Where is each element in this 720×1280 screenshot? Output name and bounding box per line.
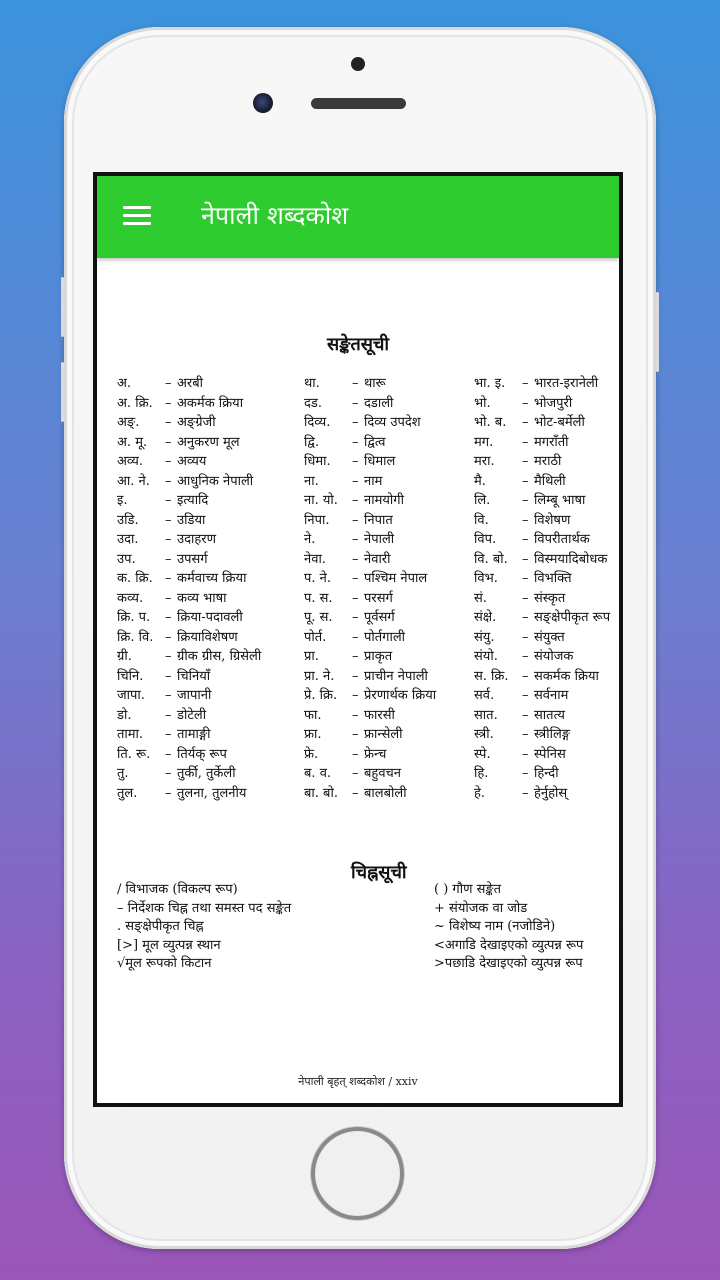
abbreviation-row: [304, 491, 469, 511]
abbreviation-row: [304, 628, 469, 648]
abbreviation-row: [474, 784, 623, 804]
abbreviation-meaning: जापानी: [177, 688, 212, 703]
abbreviation-row: [304, 706, 469, 726]
dash-separator: –: [165, 395, 172, 411]
abbreviation-row: [117, 413, 282, 433]
abbreviation-meaning: परसर्ग: [364, 590, 393, 606]
volume-button: [61, 277, 64, 337]
abbreviation-meaning: कर्मवाच्य क्रिया: [177, 571, 247, 586]
dash-separator: –: [165, 629, 172, 645]
dash-separator: –: [352, 512, 359, 528]
abbreviation: द्वि.: [304, 434, 319, 450]
abbreviation: कव्य.: [117, 590, 144, 606]
abbreviation-row: [304, 725, 469, 745]
abbreviation-row: [474, 452, 623, 472]
dash-separator: –: [352, 649, 359, 664]
abbreviation-meaning: मैथिली: [534, 473, 566, 489]
abbreviation-row: [117, 530, 282, 550]
abbreviation-row: [474, 647, 623, 667]
dash-separator: –: [165, 649, 172, 664]
abbreviation: भा. इ.: [474, 376, 506, 391]
abbreviation-meaning: निपात: [364, 512, 393, 528]
abbreviation-meaning: संयोजक: [534, 649, 574, 664]
symbol-entry: [>] मूल व्युत्पन्न स्थान: [117, 937, 221, 953]
abbreviation-meaning: ग्रीक ग्रीस, ग्रिसेली: [177, 649, 262, 664]
abbreviation: तुल.: [117, 785, 138, 801]
abbreviation: लि.: [474, 493, 491, 508]
abbreviation: मै.: [474, 473, 486, 489]
abbreviation: ना.: [304, 473, 319, 489]
abbreviation: धिमा.: [304, 454, 331, 469]
abbreviation-row: [117, 452, 282, 472]
abbreviation-meaning: अरबी: [177, 376, 204, 391]
abbreviation-meaning: नामयोगी: [364, 493, 404, 508]
dash-separator: –: [165, 707, 172, 723]
abbreviation-meaning: डोटेली: [177, 707, 207, 723]
abbreviation-meaning: भारत-इरानेली: [534, 376, 599, 391]
dash-separator: –: [165, 454, 172, 469]
abbreviation: अव्य.: [117, 454, 144, 469]
page-footer: नेपाली बृहत् शब्दकोश / xxiv: [298, 1075, 418, 1088]
abbreviation-row: [117, 686, 282, 706]
abbreviation-row: [117, 667, 282, 687]
dash-separator: –: [165, 610, 172, 625]
abbreviation-row: [304, 530, 469, 550]
dash-separator: –: [352, 688, 359, 703]
dash-separator: –: [352, 766, 359, 781]
abbreviation-row: [117, 647, 282, 667]
abbreviation: ना. यो.: [304, 493, 338, 508]
abbreviation: सात.: [474, 707, 498, 723]
abbreviation-row: [117, 784, 282, 804]
symbols-list-right: [434, 881, 583, 974]
abbreviation-row: [304, 511, 469, 531]
symbols-heading: चिह्नसूची: [351, 862, 407, 883]
abbreviation-meaning: उदाहरण: [177, 532, 217, 547]
abbreviation: पोर्त.: [304, 629, 327, 645]
abbreviation-row: [304, 413, 469, 433]
abbreviation-row: [117, 374, 282, 394]
abbreviation: संक्षे.: [474, 610, 497, 625]
volume-button: [61, 362, 64, 422]
abbreviation-row: [117, 511, 282, 531]
dash-separator: –: [352, 532, 359, 547]
abbreviation: उडि.: [117, 512, 139, 528]
abbreviation-row: [474, 628, 623, 648]
abbreviations-column-3: [474, 374, 623, 803]
dash-separator: –: [522, 532, 529, 547]
dash-separator: –: [165, 493, 172, 508]
abbreviation: प. ने.: [304, 571, 331, 586]
abbreviation: इ.: [117, 493, 128, 508]
abbreviation: तु.: [117, 766, 129, 781]
abbreviation-meaning: उपसर्ग: [177, 551, 208, 567]
abbreviation-row: [474, 433, 623, 453]
dash-separator: –: [522, 551, 529, 567]
dash-separator: –: [165, 746, 172, 762]
abbreviation-meaning: अङ्ग्रेजी: [177, 415, 216, 430]
symbol-entry: >पछाडि देखाइएको व्युत्पन्न रूप: [434, 956, 583, 971]
abbreviation: ब. व.: [304, 766, 332, 781]
dash-separator: –: [522, 785, 529, 801]
abbreviation-row: [474, 667, 623, 687]
abbreviation-meaning: चिनियाँ: [177, 668, 211, 684]
dash-separator: –: [165, 532, 172, 547]
dash-separator: –: [165, 571, 172, 586]
abbreviation-meaning: आधुनिक नेपाली: [177, 473, 254, 489]
abbreviation: दिव्य.: [304, 415, 331, 430]
dash-separator: –: [352, 551, 359, 567]
abbreviation-meaning: भोजपुरी: [534, 395, 573, 411]
abbreviation-meaning: इत्यादि: [177, 493, 209, 508]
abbreviation-meaning: विपरीतार्थक: [534, 532, 590, 547]
abbreviation: प. स.: [304, 590, 333, 606]
abbreviation: पू. स.: [304, 610, 333, 625]
abbreviation-row: [117, 628, 282, 648]
abbreviation-row: [474, 413, 623, 433]
abbreviation-row: [117, 472, 282, 492]
abbreviation-row: [474, 569, 623, 589]
earpiece-speaker: [311, 98, 406, 109]
abbreviation-row: [117, 491, 282, 511]
abbreviation-meaning: क्रियाविशेषण: [177, 629, 238, 645]
dash-separator: –: [165, 590, 172, 606]
abbreviation: उप.: [117, 551, 136, 567]
dash-separator: –: [522, 649, 529, 664]
abbreviation: अ. मू.: [117, 434, 148, 450]
symbol-entry: . सङ्क्षेपीकृत चिह्न: [117, 919, 204, 934]
dash-separator: –: [165, 415, 172, 430]
app-screen: [93, 172, 623, 1107]
abbreviation-row: [117, 569, 282, 589]
abbreviation: हे.: [474, 785, 486, 801]
abbreviation-row: [474, 374, 623, 394]
dash-separator: –: [352, 395, 359, 411]
abbreviation: प्रा. ने.: [304, 668, 335, 684]
dash-separator: –: [522, 395, 529, 411]
dash-separator: –: [522, 434, 529, 450]
abbreviation-meaning: तामाङ्गी: [177, 727, 211, 742]
abbreviation-meaning: हिन्दी: [534, 766, 559, 781]
dash-separator: –: [352, 785, 359, 801]
dash-separator: –: [352, 376, 359, 391]
dash-separator: –: [165, 512, 172, 528]
abbreviation-meaning: सर्वनाम: [534, 688, 569, 703]
abbreviation-row: [474, 764, 623, 784]
abbreviation-row: [304, 784, 469, 804]
abbreviation-meaning: कव्य भाषा: [177, 590, 227, 606]
dash-separator: –: [522, 473, 529, 489]
abbreviation: निपा.: [304, 512, 330, 528]
abbreviation-row: [304, 452, 469, 472]
home-button[interactable]: [311, 1127, 404, 1220]
hamburger-menu-icon[interactable]: [123, 206, 151, 226]
abbreviation-meaning: सङ्क्षेपीकृत रूप: [534, 610, 611, 625]
abbreviation-meaning: मगराँती: [534, 434, 569, 450]
abbreviation: स्पे.: [474, 746, 491, 762]
abbreviation: संयो.: [474, 649, 498, 664]
abbreviation-meaning: पूर्वसर्ग: [364, 610, 395, 625]
symbol-entry: / विभाजक (विकल्प रूप): [117, 882, 238, 897]
dash-separator: –: [165, 688, 172, 703]
abbreviation: चिनि.: [117, 668, 144, 684]
abbreviation-meaning: विभक्ति: [534, 571, 572, 586]
abbreviation-meaning: अव्यय: [177, 454, 207, 469]
abbreviation-row: [304, 569, 469, 589]
dash-separator: –: [165, 473, 172, 489]
abbreviation-meaning: हेर्नुहोस्: [534, 785, 568, 801]
abbreviation-meaning: थारू: [364, 376, 386, 391]
abbreviation-row: [474, 530, 623, 550]
abbreviation: अ. क्रि.: [117, 395, 153, 411]
abbreviation: डो.: [117, 707, 132, 723]
abbreviation-meaning: धिमाल: [364, 454, 396, 469]
abbreviation: प्रा.: [304, 649, 319, 664]
abbreviation: क्रि. प.: [117, 610, 151, 625]
symbol-entry: ( ) गौण सङ्केत: [434, 882, 502, 897]
dash-separator: –: [352, 707, 359, 723]
abbreviation-row: [304, 608, 469, 628]
front-camera: [253, 93, 273, 113]
abbreviation: फ्रे.: [304, 746, 319, 762]
abbreviation-meaning: प्राकृत: [364, 649, 393, 664]
abbreviation-meaning: पोर्तगाली: [364, 629, 406, 645]
dash-separator: –: [522, 688, 529, 703]
abbreviation-meaning: उडिया: [177, 512, 206, 528]
dash-separator: –: [352, 629, 359, 645]
abbreviation-row: [304, 745, 469, 765]
abbreviation-row: [117, 764, 282, 784]
abbreviation-row: [117, 745, 282, 765]
symbol-entry: – निर्देशक चिह्न तथा समस्त पद सङ्केत: [117, 900, 292, 916]
abbreviation-row: [304, 394, 469, 414]
dash-separator: –: [352, 571, 359, 586]
dash-separator: –: [522, 766, 529, 781]
abbreviation-row: [117, 608, 282, 628]
abbreviation-meaning: प्राचीन नेपाली: [364, 668, 428, 684]
abbreviation-row: [304, 647, 469, 667]
dash-separator: –: [352, 727, 359, 742]
abbreviation: वि. बो.: [474, 551, 508, 567]
abbreviation: मग.: [474, 434, 494, 450]
dash-separator: –: [522, 512, 529, 528]
abbreviation-meaning: स्पेनिस: [534, 746, 566, 762]
app-bar: [97, 176, 619, 258]
dash-separator: –: [352, 590, 359, 606]
abbreviation-row: [304, 433, 469, 453]
abbreviation-row: [474, 706, 623, 726]
dash-separator: –: [522, 493, 529, 508]
dash-separator: –: [352, 454, 359, 469]
abbreviation-meaning: क्रिया-पदावली: [177, 610, 243, 625]
abbreviations-column-2: [304, 374, 469, 803]
abbreviation-meaning: विशेषण: [534, 512, 571, 528]
abbreviation-meaning: सातत्य: [534, 707, 565, 723]
dash-separator: –: [522, 668, 529, 684]
abbreviation: वि.: [474, 512, 489, 528]
abbreviation: स. क्रि.: [474, 668, 509, 684]
abbreviation-row: [304, 589, 469, 609]
abbreviation-row: [304, 686, 469, 706]
dash-separator: –: [165, 434, 172, 450]
abbreviation-meaning: तुर्की, तुर्केली: [177, 766, 236, 781]
abbreviation: जापा.: [117, 688, 145, 703]
dash-separator: –: [522, 571, 529, 586]
abbreviation-row: [117, 589, 282, 609]
abbreviation-row: [474, 745, 623, 765]
abbreviation-meaning: बहुवचन: [364, 766, 402, 781]
abbreviation: विभ.: [474, 571, 498, 586]
abbreviation-row: [117, 433, 282, 453]
abbreviation-row: [474, 589, 623, 609]
abbreviation-row: [117, 394, 282, 414]
abbreviation-row: [304, 472, 469, 492]
dash-separator: –: [352, 610, 359, 625]
abbreviation: विप.: [474, 532, 497, 547]
abbreviation: सर्व.: [474, 688, 495, 703]
abbreviation: क. क्रि.: [117, 571, 153, 586]
dash-separator: –: [522, 707, 529, 723]
dash-separator: –: [522, 610, 529, 625]
abbreviation: मरा.: [474, 454, 495, 469]
power-button: [656, 292, 659, 372]
abbreviation: प्रे. क्रि.: [304, 688, 338, 703]
dash-separator: –: [352, 473, 359, 489]
abbreviation-meaning: स्त्रीलिङ्ग: [534, 727, 571, 742]
dash-separator: –: [522, 629, 529, 645]
abbreviation-meaning: नेपाली: [364, 532, 395, 547]
abbreviation-row: [474, 491, 623, 511]
dash-separator: –: [352, 434, 359, 450]
abbreviation: हि.: [474, 766, 489, 781]
abbreviation-meaning: द्वित्व: [364, 434, 386, 450]
abbreviation: फा.: [304, 707, 322, 723]
symbol-entry: ~ विशेष्य नाम (नजोडिने): [434, 919, 556, 934]
abbreviation-row: [474, 608, 623, 628]
dash-separator: –: [352, 493, 359, 508]
abbreviation: क्रि. वि.: [117, 629, 154, 645]
abbreviation: था.: [304, 376, 320, 391]
abbreviation: आ. ने.: [117, 473, 150, 489]
abbreviation: अ.: [117, 376, 132, 391]
dash-separator: –: [165, 376, 172, 391]
abbreviation: भो.: [474, 395, 491, 411]
abbreviation-meaning: नेवारी: [364, 551, 391, 567]
dash-separator: –: [165, 668, 172, 684]
symbol-entry: <अगाडि देखाइएको व्युत्पन्न रूप: [434, 937, 584, 953]
dash-separator: –: [522, 746, 529, 762]
dash-separator: –: [165, 551, 172, 567]
abbreviation-row: [474, 511, 623, 531]
abbreviation-row: [304, 667, 469, 687]
proximity-sensor: [351, 57, 365, 71]
abbreviation-row: [304, 764, 469, 784]
abbreviation: ग्री.: [117, 649, 132, 664]
abbreviations-column-1: [117, 374, 282, 803]
dash-separator: –: [165, 727, 172, 742]
abbreviation: स्त्री.: [474, 727, 494, 742]
abbreviation-row: [117, 550, 282, 570]
abbreviation-meaning: बालबोली: [364, 785, 407, 801]
symbols-list-left: [117, 881, 291, 974]
abbreviation: तामा.: [117, 727, 144, 742]
symbol-entry: √मूल रूपको किटान: [117, 956, 212, 971]
abbreviation-meaning: तुलना, तुलनीय: [177, 785, 247, 801]
abbreviation-row: [304, 374, 469, 394]
abbreviation: भो. ब.: [474, 415, 507, 430]
abbreviation-meaning: प्रेरणार्थक क्रिया: [364, 688, 437, 703]
abbreviation-meaning: संयुक्त: [534, 629, 565, 645]
abbreviation-row: [474, 686, 623, 706]
dash-separator: –: [352, 668, 359, 684]
abbreviation-row: [474, 472, 623, 492]
abbreviation-meaning: फ्रान्सेली: [364, 727, 403, 742]
abbreviation: संयु.: [474, 629, 495, 645]
dash-separator: –: [522, 415, 529, 430]
abbreviation: अङ्.: [117, 415, 140, 430]
abbreviation-row: [474, 725, 623, 745]
dash-separator: –: [352, 415, 359, 430]
abbreviation-meaning: संस्कृत: [534, 590, 566, 606]
abbreviation-meaning: अकर्मक क्रिया: [177, 395, 244, 411]
abbreviation: उदा.: [117, 532, 139, 547]
abbreviation: ति. रू.: [117, 746, 151, 762]
symbol-entry: + संयोजक वा जोड: [434, 900, 528, 916]
dash-separator: –: [522, 727, 529, 742]
abbreviation: बा. बो.: [304, 785, 338, 801]
abbreviation-row: [474, 550, 623, 570]
abbreviation: दड.: [304, 395, 322, 411]
abbreviation-meaning: फारसी: [364, 707, 395, 723]
abbreviation-meaning: फ्रेन्च: [364, 746, 387, 762]
abbreviation-meaning: दडाली: [364, 395, 394, 411]
abbreviation-row: [117, 725, 282, 745]
abbreviation-meaning: दिव्य उपदेश: [364, 415, 421, 430]
dash-separator: –: [352, 746, 359, 762]
abbreviation-row: [474, 394, 623, 414]
abbreviation-meaning: मराठी: [534, 454, 562, 469]
abbreviation-meaning: पश्चिम नेपाल: [364, 571, 428, 586]
abbreviation: फ्रा.: [304, 727, 322, 742]
abbreviation-meaning: अनुकरण मूल: [177, 434, 240, 450]
dash-separator: –: [165, 766, 172, 781]
abbreviation-meaning: भोट-बर्मेली: [534, 415, 585, 430]
abbreviation-meaning: तिर्यक् रूप: [177, 746, 227, 762]
abbreviation-row: [304, 550, 469, 570]
dash-separator: –: [165, 785, 172, 801]
abbreviation-meaning: लिम्बू भाषा: [534, 493, 586, 508]
app-title: नेपाली शब्दकोश: [201, 201, 349, 230]
abbreviation: सं.: [474, 590, 487, 606]
abbreviation: ने.: [304, 532, 316, 547]
abbreviation: नेवा.: [304, 551, 326, 567]
dash-separator: –: [522, 454, 529, 469]
dash-separator: –: [522, 590, 529, 606]
abbreviation-meaning: सकर्मक क्रिया: [534, 668, 599, 684]
abbreviations-heading: सङ्केतसूची: [326, 334, 390, 355]
abbreviation-meaning: नाम: [364, 473, 383, 489]
dash-separator: –: [522, 376, 529, 391]
abbreviation-row: [117, 706, 282, 726]
abbreviation-meaning: विस्मयादिबोधक: [534, 551, 608, 567]
